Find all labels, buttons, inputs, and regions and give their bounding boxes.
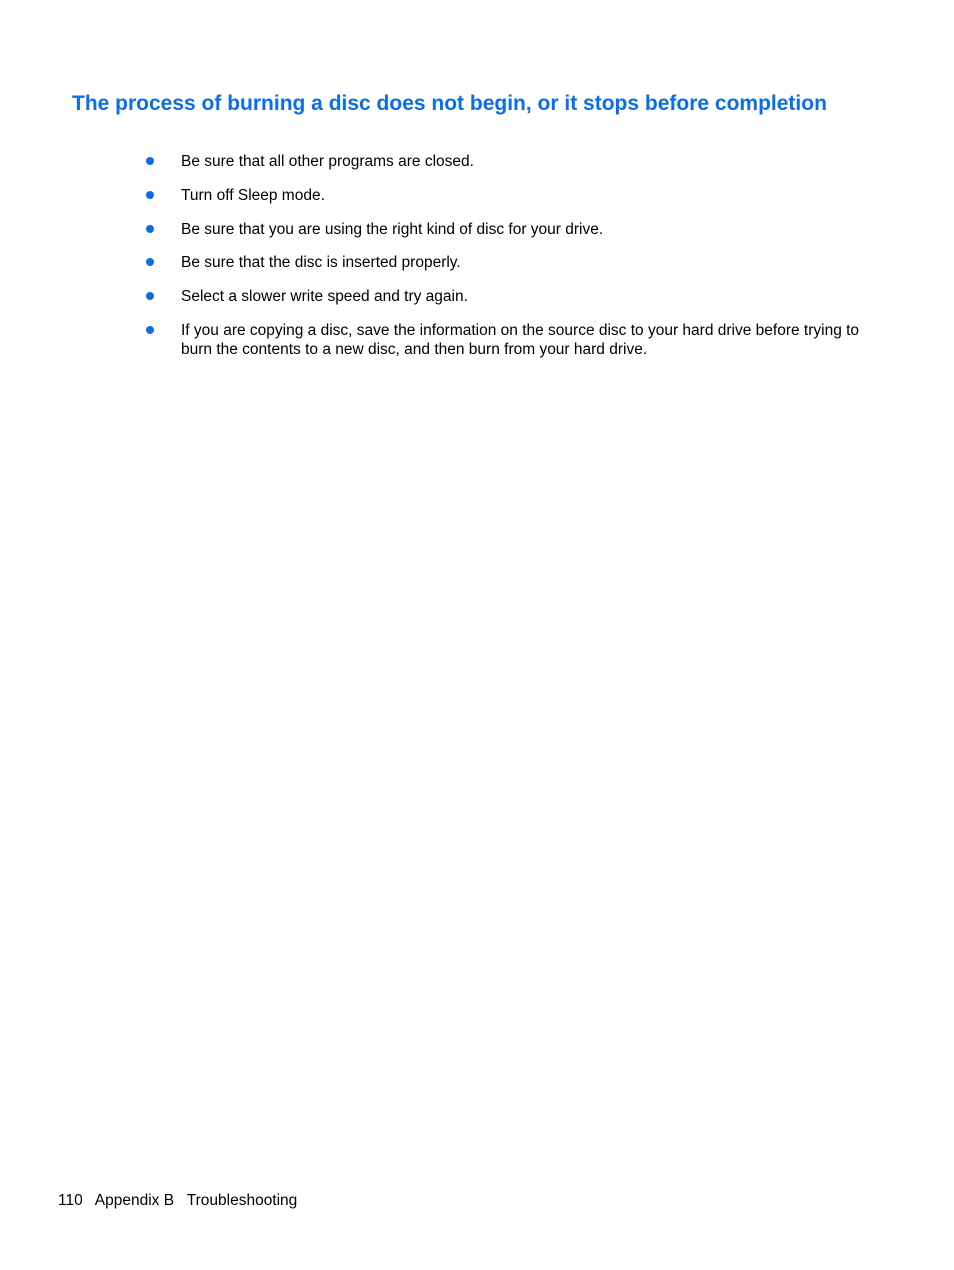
list-item-text: If you are copying a disc, save the information on the source disc to your hard drive before trying to burn the contents to a new disc, and then burn from your hard drive. bbox=[181, 321, 860, 359]
bullet-icon bbox=[146, 258, 154, 266]
list-item bbox=[0, 186, 871, 206]
page-number: 110 bbox=[58, 1192, 83, 1209]
list-item bbox=[0, 321, 871, 360]
footer-appendix: Appendix B bbox=[94, 1192, 175, 1209]
list-item-text: Be sure that all other programs are closed. bbox=[181, 153, 474, 170]
list-item-text: Select a slower write speed and try again. bbox=[181, 288, 468, 306]
list-item-text: Turn off Sleep mode. bbox=[181, 186, 325, 204]
list-item-text: Be sure that you are using the right kind of disc for your drive. bbox=[181, 220, 604, 238]
list-item bbox=[0, 220, 871, 240]
section-heading: The process of burning a disc does not begin, or it stops before completion bbox=[72, 92, 827, 115]
bullet-icon bbox=[146, 292, 154, 300]
bullet-icon bbox=[146, 157, 154, 165]
list-item bbox=[0, 152, 871, 172]
bullet-icon bbox=[146, 225, 154, 233]
footer-section: Troubleshooting bbox=[186, 1192, 298, 1209]
list-item bbox=[0, 287, 871, 307]
bullet-list bbox=[0, 152, 954, 374]
list-item-text: Be sure that the disc is inserted properly. bbox=[181, 254, 461, 272]
list-item bbox=[0, 253, 871, 273]
bullet-icon bbox=[146, 191, 154, 199]
bullet-icon bbox=[146, 326, 154, 334]
page-footer bbox=[58, 1191, 297, 1211]
